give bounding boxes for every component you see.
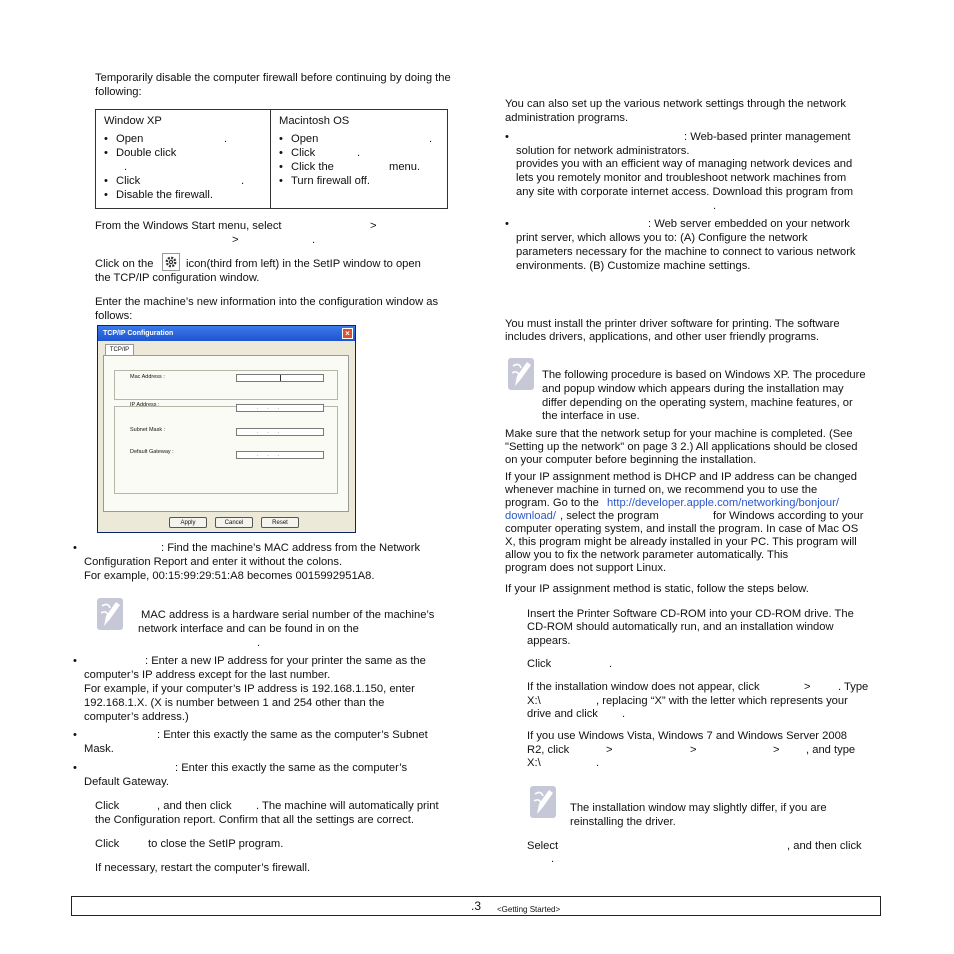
reset-button[interactable]: Reset (261, 517, 299, 528)
list-item: • Click the menu. (279, 160, 441, 174)
insert-cd-step: Insert the Printer Software CD-ROM into your CD-ROM drive. The (527, 608, 854, 620)
list-item: • Click . (279, 146, 441, 160)
default-gateway-label: Default Gateway : (130, 449, 174, 455)
cancel-button[interactable]: Cancel (215, 517, 253, 528)
click-step: Click (527, 658, 552, 670)
close-icon[interactable]: × (342, 328, 353, 339)
macintosh-heading: Macintosh OS (279, 115, 350, 127)
windows-xp-cell (96, 110, 271, 209)
restart-firewall-step: If necessary, restart the computer’s firewall. (95, 862, 311, 874)
network-admin-intro: You can also set up the various network settings through the network administration programs. (505, 98, 847, 124)
subnet-mask-input[interactable]: ... (236, 428, 324, 436)
gear-icon (162, 253, 180, 271)
note-procedure-text: The following procedure is based on Windows XP. The procedure (542, 369, 866, 381)
list-item: • Open . (279, 132, 441, 146)
dialog-title: TCP/IP Configuration × (98, 326, 355, 341)
subnet-mask-label: Subnet Mask : (130, 427, 166, 433)
mac-address-label: Mac Address : (130, 374, 165, 380)
no-window-step: If the installation window does not appear, click (527, 681, 760, 693)
static-ip-text: If your IP assignment method is static, follow the steps below. (505, 583, 809, 595)
list-item: • Turn firewall off. (279, 174, 441, 188)
list-item: • Click . (104, 174, 264, 188)
bonjour-download-link[interactable]: http://developer.apple.com/networking/bonjour/ (607, 497, 839, 509)
select-step: Select (527, 840, 559, 852)
note-icon (96, 596, 126, 632)
windows-vista-step: If you use Windows Vista, Windows 7 and Windows Server 2008 (527, 730, 848, 742)
firewall-intro: Temporarily disable the computer firewall before continuing by doing the following: (95, 72, 451, 98)
apply-button[interactable]: Apply (169, 517, 207, 528)
note-mac-text: MAC address is a hardware serial number of the machine’s (141, 609, 435, 621)
mac-address-input[interactable] (236, 374, 324, 382)
click-apply-step: Click (95, 800, 120, 812)
macintosh-cell (271, 110, 448, 209)
click-close-step: Click (95, 838, 120, 850)
ip-address-label: IP Address : (130, 402, 160, 408)
enter-info-step: Enter the machine’s new information into the configuration window as follows: (95, 296, 439, 322)
setup-check-text: Make sure that the network setup for your machine is completed. (See (505, 428, 853, 440)
list-item: • Open . (104, 132, 264, 146)
page-number: .3 (471, 899, 482, 913)
tab-tcpip[interactable]: TCP/IP (105, 344, 134, 356)
windows-xp-heading: Window XP (104, 115, 162, 127)
list-item: • Disable the firewall. (104, 188, 264, 202)
start-menu-step: From the Windows Start menu, select (95, 220, 282, 232)
dialog-panel (103, 355, 349, 512)
list-item: . (124, 161, 128, 173)
tcpip-config-dialog (97, 325, 356, 533)
firewall-table (95, 109, 448, 209)
bonjour-download-link-cont[interactable]: download/ (505, 510, 557, 522)
dhcp-text: If your IP assignment method is DHCP and IP address can be changed (505, 471, 857, 483)
note-reinstall-text: The installation window may slightly differ, if you are (570, 802, 827, 814)
list-item: • Double click (104, 146, 264, 160)
default-gateway-input[interactable]: ... (236, 451, 324, 459)
section-label: <Getting Started> (497, 905, 561, 914)
install-intro: You must install the printer driver software for printing. The software (505, 318, 840, 330)
ip-address-input[interactable]: ... (236, 404, 324, 412)
note-icon (507, 356, 537, 392)
click-on-step: Click on the (95, 258, 154, 270)
note-icon (529, 784, 559, 820)
